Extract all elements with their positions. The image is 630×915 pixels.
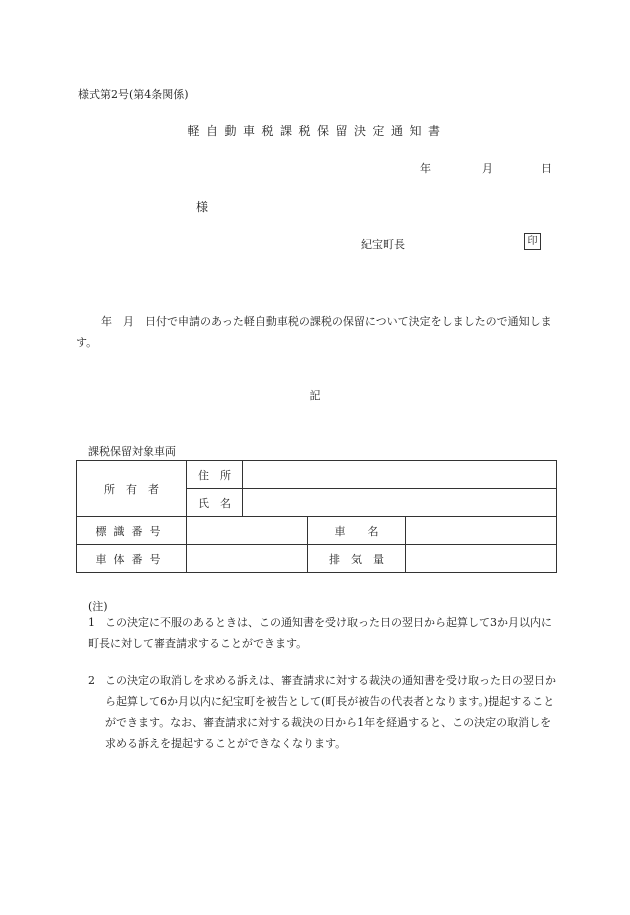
addressee-honorific: 様 <box>196 200 209 214</box>
name-value-cell[interactable] <box>243 489 557 517</box>
owner-label-cell <box>77 461 187 517</box>
document-title: 軽自動車税課税保留決定通知書 <box>187 124 447 138</box>
vehicle-name-value-cell[interactable] <box>406 517 557 545</box>
displacement-label: 排 気 量 <box>329 552 384 566</box>
address-label-cell <box>187 461 243 489</box>
note-text: この決定に不服のあるときは、この通知書を受け取った日の翌日から起算して3か月以内に町長に対して審査請求することができます。 <box>88 616 552 650</box>
note-number: 1 <box>88 616 95 629</box>
vehicle-name-label-cell <box>308 517 406 545</box>
note-number: 2 <box>88 674 95 687</box>
notification-body: 年 月 日付で申請のあった軽自動車税の課税の保留について決定をしましたので通知します。 <box>76 315 552 349</box>
note-text: この決定の取消しを求める訴えは、審査請求に対する裁決の通知書を受け取った日の翌日から起算して6か月以内に紀宝町を被告として(町長が被告の代表者となります。)提起することができます。なお、審査請求に対する裁決の日から1年を経過すると、この決定の取消しを求める訴えを提起することができなくなります。 <box>105 674 556 750</box>
seal-mark: 印 <box>524 233 541 250</box>
chassis-number-label: 車体番号 <box>77 545 187 573</box>
section-heading: 課税保留対象車両 <box>88 445 176 458</box>
date-year-label: 年 <box>420 162 431 175</box>
note-item <box>88 670 558 754</box>
notes-header: (注) <box>88 600 108 613</box>
displacement-value-cell[interactable] <box>406 545 557 573</box>
vehicle-name-label: 車 名 <box>334 524 379 538</box>
address-value-cell[interactable] <box>243 461 557 489</box>
displacement-label-cell <box>308 545 406 573</box>
form-number: 様式第2号(第4条関係) <box>78 88 189 101</box>
plate-number-label: 標識番号 <box>77 517 187 545</box>
address-label: 住 所 <box>198 468 231 482</box>
ki-marker: 記 <box>309 389 321 402</box>
note-item <box>88 612 558 654</box>
plate-number-value-cell[interactable] <box>187 517 308 545</box>
name-label: 氏 名 <box>198 496 231 510</box>
vehicle-table <box>76 460 557 573</box>
chassis-number-value-cell[interactable] <box>187 545 308 573</box>
name-label-cell <box>187 489 243 517</box>
date-month-label: 月 <box>482 162 493 175</box>
owner-label: 所 有 者 <box>104 482 159 496</box>
issuer-name: 紀宝町長 <box>361 238 405 251</box>
date-day-label: 日 <box>541 162 552 175</box>
